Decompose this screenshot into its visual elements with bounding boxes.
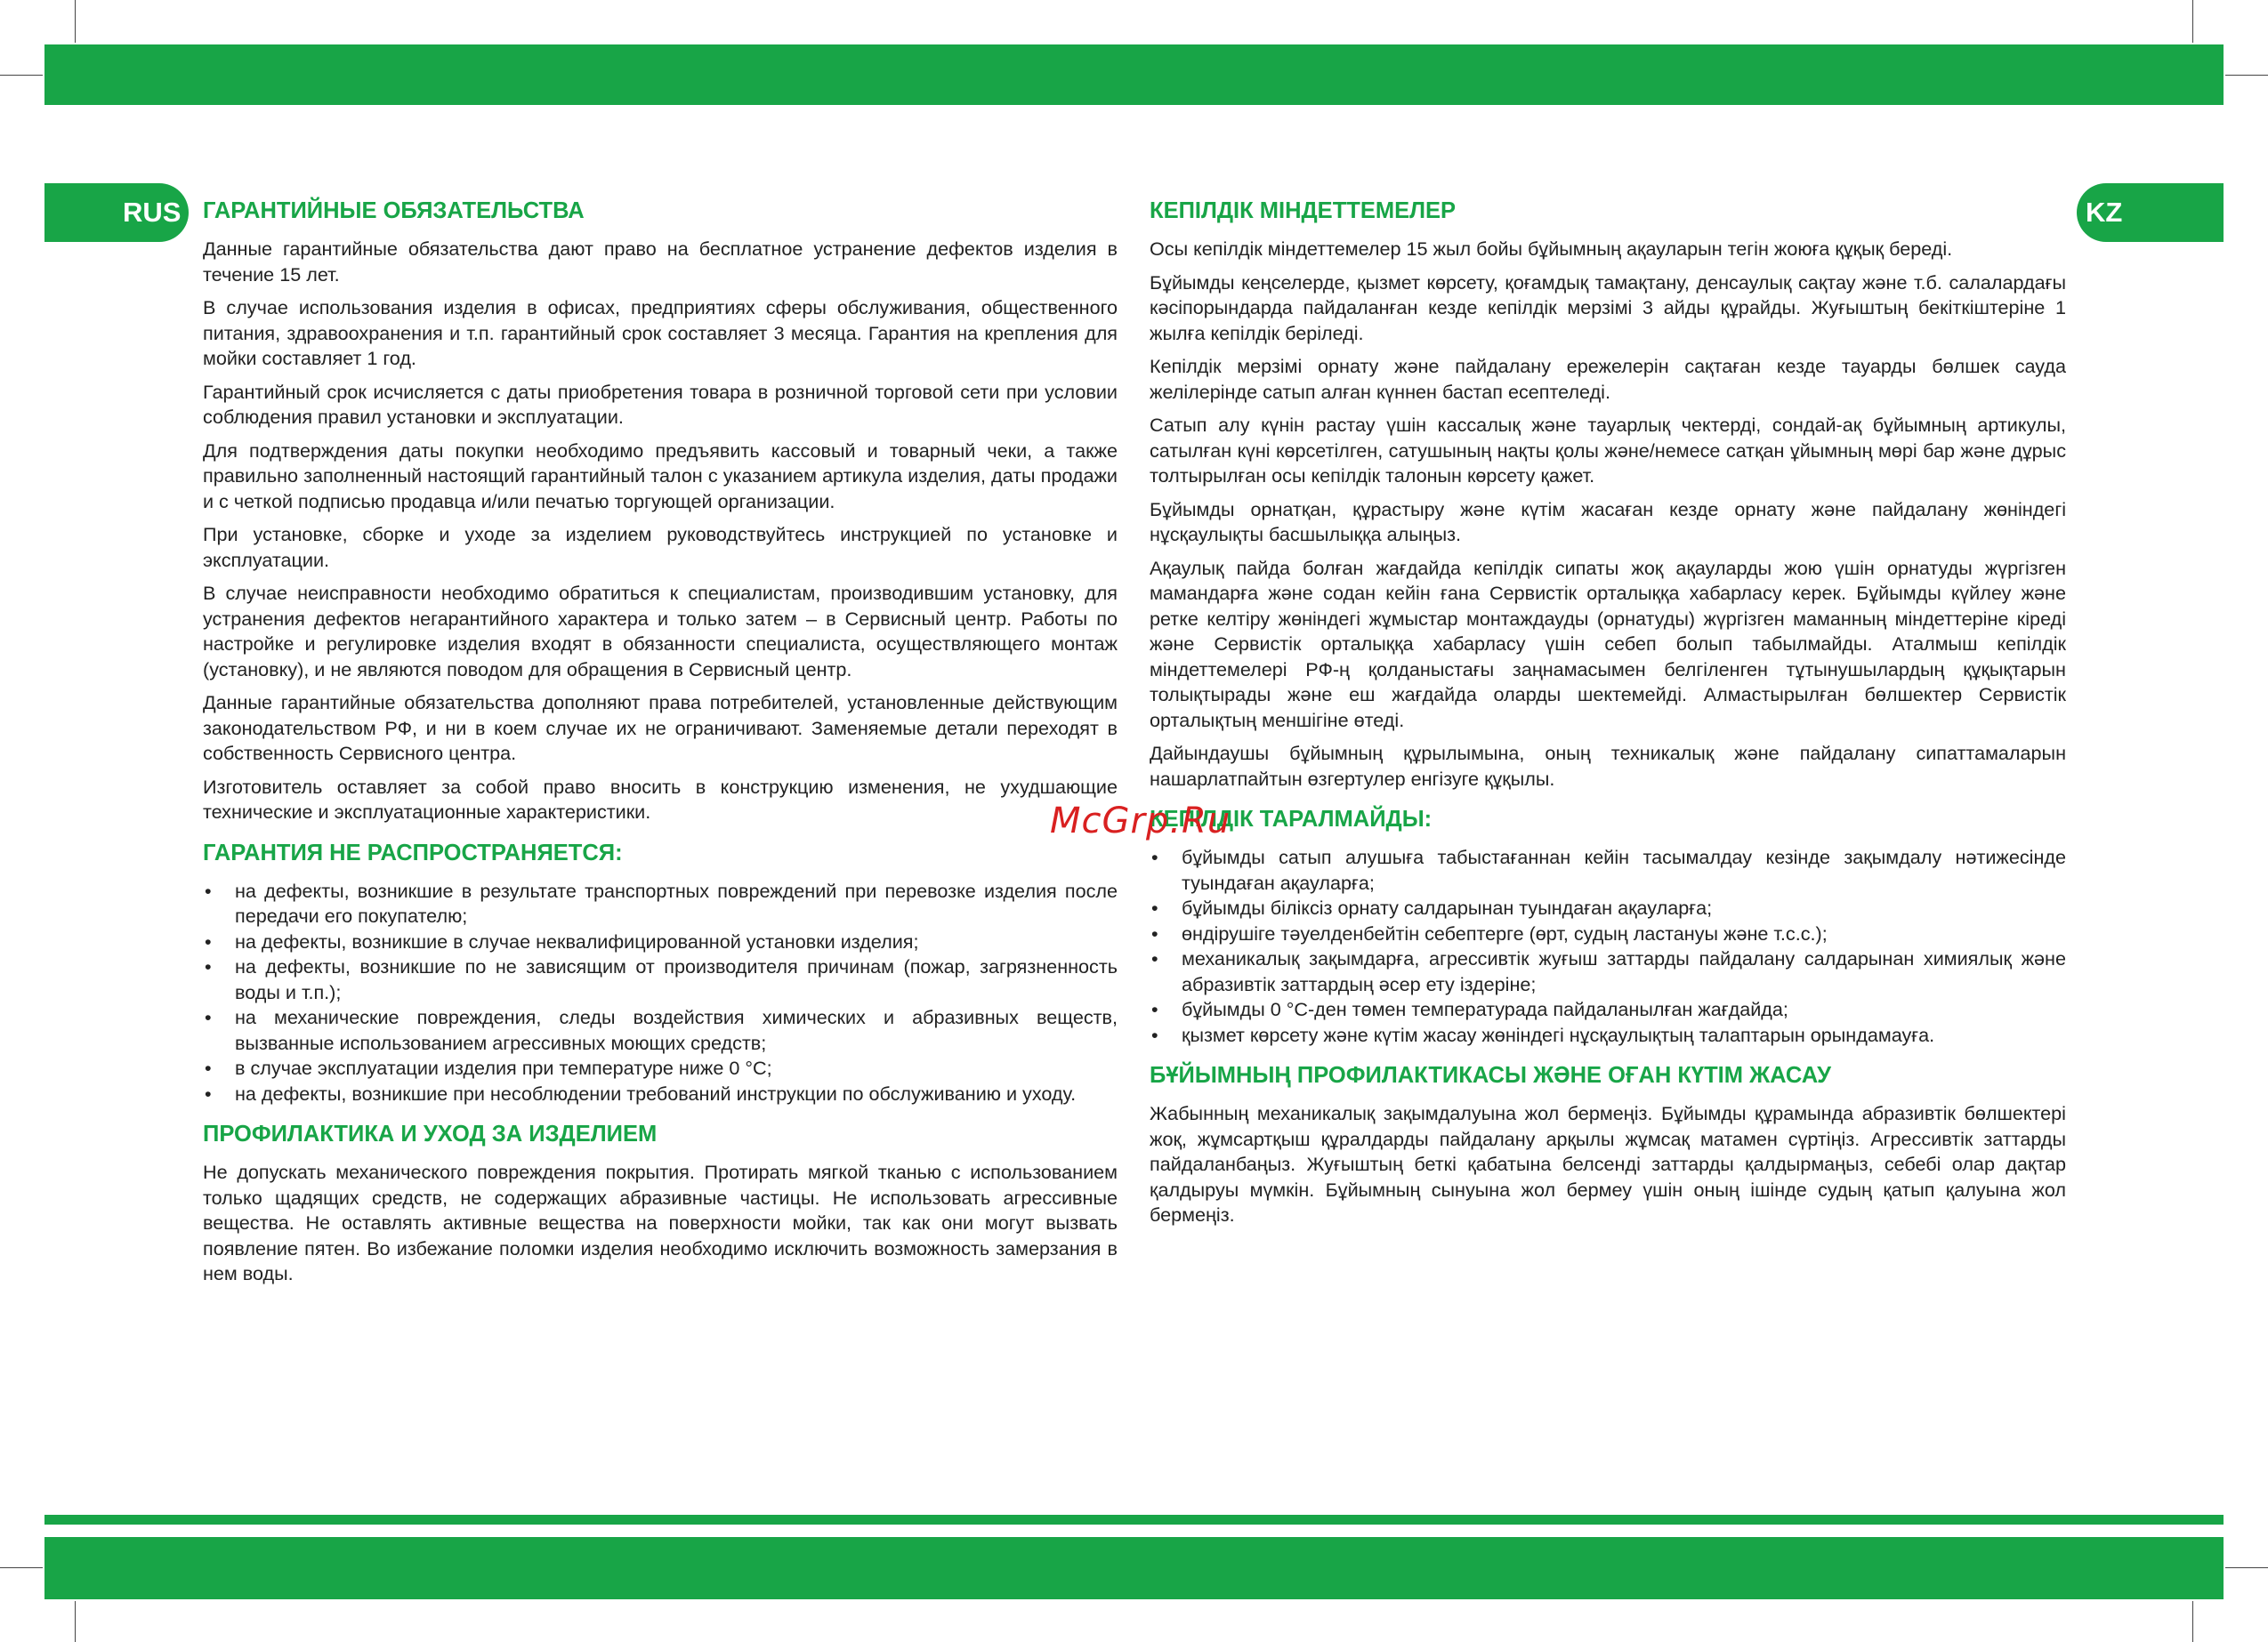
list-item: • на дефекты, возникшие по не зависящим от производителя причинам (пожар, загрязненность воды и т.п.); xyxy=(203,954,1118,1005)
list-item: • на дефекты, возникшие в результате транспортных повреждений при перевозке изделия после передачи его покупателю; xyxy=(203,879,1118,930)
kz-warranty-heading: КЕПІЛДІК МІНДЕТТЕМЕЛЕР xyxy=(1150,198,1457,223)
rus-warranty-heading: ГАРАНТИЙНЫЕ ОБЯЗАТЕЛЬСТВА xyxy=(203,198,585,223)
rus-not-covered-heading: ГАРАНТИЯ НЕ РАСПРОСТРАНЯЕТСЯ: xyxy=(203,840,623,865)
language-tab-rus: RUS xyxy=(44,183,189,242)
rus-warranty-paragraph: Гарантийный срок исчисляется с даты приобретения товара в розничной торговой сети при условии соблюдения правил установки и эксплуатации. xyxy=(203,380,1118,428)
watermark: McGrp.Ru xyxy=(1050,801,1231,841)
rus-warranty-paragraph: В случае неисправности необходимо обратиться к специалистам, производившим установку, для устранения дефектов негарантийного характера и только затем – в Сервисный центр. Работы по настройке и регулировке изделия входят в обязанности специалиста, осуществляющего монтаж (установку), и не являются поводом для обращения в Сервисный центр. xyxy=(203,582,1118,680)
kz-warranty-paragraph: Сатып алу күнін растау үшін кассалық және тауарлық чектерді, сондай-ақ бұйымның артикулы, сатылған күні көрсетілген, сатушының нақты қолы және/немесе сатқан ұйымның мөрі бар және дұрыс толтырылған осы кепілдік талонын көрсету қажет. xyxy=(1150,414,2066,487)
rus-not-covered-list xyxy=(203,879,1118,1107)
kz-warranty-paragraph: Бұйымды кеңселерде, қызмет көрсету, қоғамдық тамақтану, денсаулық сақтау және т.б. салалардағы кәсіпорындарда пайдаланған кезде кепілдік мерзімі 3 айды құрайды. Жуғыштың бекіткіштеріне 1 жылға кепілдік беріледі. xyxy=(1150,270,2066,344)
list-item: • механикалық зақымдарға, агрессивтік жуғыш заттарды пайдалану салдарынан химиялық және абразивтік заттардың әсер ету іздеріне; xyxy=(1150,946,2066,997)
kz-warranty-paragraph: Ақаулық пайда болған жағдайда кепілдік сипаты жоқ ақауларды жою үшін орнатуды жүргізген мамандарға және содан кейін ғана Сервистік орталыққа хабарласу керек. Бұйымды күйлеу және ретке келтіру жөніндегі жұмыстар монтаждауды (орнатуды) жүргізген маманның міндеттеріне кіреді және Сервистік орталыққа хабарласу үшін себеп болып табылмайды. Аталмыш кепілдік міндеттемелері РФ-ң қолданыстағы заңнамасымен белгіленген тұтынушылардың құқықтарын толықтырады және еш жағдайда оларды шектемейді. Алмастырылған бөлшектер Сервистік орталықтың меншігіне өтеді. xyxy=(1150,556,2066,731)
crop-mark xyxy=(2225,1567,2268,1568)
bottom-thin-green-bar xyxy=(44,1515,2224,1525)
list-item: • на дефекты, возникшие в случае неквалифицированной установки изделия; xyxy=(203,930,1118,955)
rus-warranty-paragraph: В случае использования изделия в офисах, предприятиях сферы обслуживания, общественного питания, здравоохранения и т.п. гарантийный срок составляет 3 месяца. Гарантия на крепления для мойки составляет 1 год. xyxy=(203,296,1118,369)
kz-care-paragraph: Жабынның механикалық зақымдалуына жол бермеңіз. Бұйымды құрамында абразивтік бөлшектері жоқ, жұмсартқыш құралдарды пайдалану арқылы жұмсақ матамен сүртіңіз. Агрессивтік заттарды пайдаланбаңыз. Жуғыштың беткі қабатына белсенді заттарды қалдырмаңыз, себебі олар дақтар қалдыруы мүмкін. Бұйымның сынуына жол бермеу үшін оның ішінде судың қатып қалуына жол бермеңіз. xyxy=(1150,1102,2066,1226)
crop-mark xyxy=(75,1601,76,1642)
list-item: • в случае эксплуатации изделия при температуре ниже 0 °С; xyxy=(203,1056,1118,1082)
language-tab-kz: KZ xyxy=(2077,183,2224,242)
list-item: • бұйымды 0 °С-ден төмен температурада пайдаланылған жағдайда; xyxy=(1150,997,2066,1023)
rus-warranty-paragraph: Данные гарантийные обязательства дополняют права потребителей, установленные действующим законодательством РФ, и ни в коем случае их не ограничивают. Заменяемые детали переходят в собственность Сервисного центра. xyxy=(203,691,1118,764)
kz-not-covered-list xyxy=(1150,845,2066,1048)
rus-warranty-paragraph: Данные гарантийные обязательства дают право на бесплатное устранение дефектов изделия в течение 15 лет. xyxy=(203,237,1118,286)
rus-warranty-paragraph: При установке, сборке и уходе за изделием руководствуйтесь инструкцией по установке и эксплуатации. xyxy=(203,523,1118,571)
crop-mark xyxy=(0,75,43,76)
rus-care-heading: ПРОФИЛАКТИКА И УХОД ЗА ИЗДЕЛИЕМ xyxy=(203,1122,658,1147)
rus-column xyxy=(203,197,1118,1295)
kz-not-covered-heading: КЕПІЛДІК ТАРАЛМАЙДЫ: xyxy=(1150,807,1433,832)
rus-warranty-paragraph: Для подтверждения даты покупки необходимо предъявить кассовый и товарный чеки, а также правильно заполненный настоящий гарантийный талон с указанием артикула изделия, даты продажи и с четкой подписью продавца и/или печатью торгующей организации. xyxy=(203,439,1118,512)
list-item: • бұйымды біліксіз орнату салдарынан туындаған ақауларға; xyxy=(1150,896,2066,922)
list-item: • на дефекты, возникшие при несоблюдении требований инструкции по обслуживанию и уходу. xyxy=(203,1082,1118,1107)
crop-mark xyxy=(2225,75,2268,76)
crop-mark xyxy=(75,0,76,43)
kz-warranty-paragraph: Бұйымды орнатқан, құрастыру және күтім жасаған кезде орнату және пайдалану жөніндегі нұсқаулықты басшылыққа алыңыз. xyxy=(1150,497,2066,545)
list-item: • қызмет көрсету және күтім жасау жөніндегі нұсқаулықтың талаптарын орындамауға. xyxy=(1150,1023,2066,1049)
rus-warranty-paragraph: Изготовитель оставляет за собой право вносить в конструкцию изменения, не ухудшающие технические и эксплуатационные характеристики. xyxy=(203,775,1118,823)
top-green-bar xyxy=(44,44,2224,105)
kz-warranty-paragraph: Дайындаушы бұйымның құрылымына, оның техникалық және пайдалану сипаттамаларын нашарлатпайтын өзгертулер енгізуге құқылы. xyxy=(1150,742,2066,790)
kz-care-heading: БҰЙЫМНЫҢ ПРОФИЛАКТИКАСЫ ЖӘНЕ ОҒАН КҮТІМ ЖАСАУ xyxy=(1150,1063,1831,1088)
kz-column xyxy=(1150,197,2066,1236)
kz-warranty-paragraph: Осы кепілдік міндеттемелер 15 жыл бойы бұйымның ақауларын тегін жоюға құқық береді. xyxy=(1150,237,1953,260)
list-item: • өндірушіге тәуелденбейтін себептерге (өрт, судың ластануы және т.с.с.); xyxy=(1150,922,2066,947)
crop-mark xyxy=(2192,0,2193,43)
rus-care-paragraph: Не допускать механического повреждения покрытия. Протирать мягкой тканью с использованием только щадящих средств, не содержащих абразивные частицы. Не использовать агрессивные вещества. Не оставлять активные вещества на поверхности мойки, так как они могут вызвать появление пятен. Во избежание поломки изделия необходимо исключить возможность замерзания в нем воды. xyxy=(203,1161,1118,1284)
crop-mark xyxy=(2192,1601,2193,1642)
crop-mark xyxy=(0,1567,43,1568)
kz-warranty-paragraph: Кепілдік мерзімі орнату және пайдалану ережелерін сақтаған кезде тауарды бөлшек сауда желілерінде сатып алған күннен бастап есептеледі. xyxy=(1150,355,2066,403)
list-item: • бұйымды сатып алушыға табыстағаннан кейін тасымалдау кезінде зақымдалу нәтижесінде туындаған ақауларға; xyxy=(1150,845,2066,896)
list-item: • на механические повреждения, следы воздействия химических и абразивных веществ, вызванные использованием агрессивных моющих средств; xyxy=(203,1005,1118,1056)
bottom-green-bar xyxy=(44,1537,2224,1599)
